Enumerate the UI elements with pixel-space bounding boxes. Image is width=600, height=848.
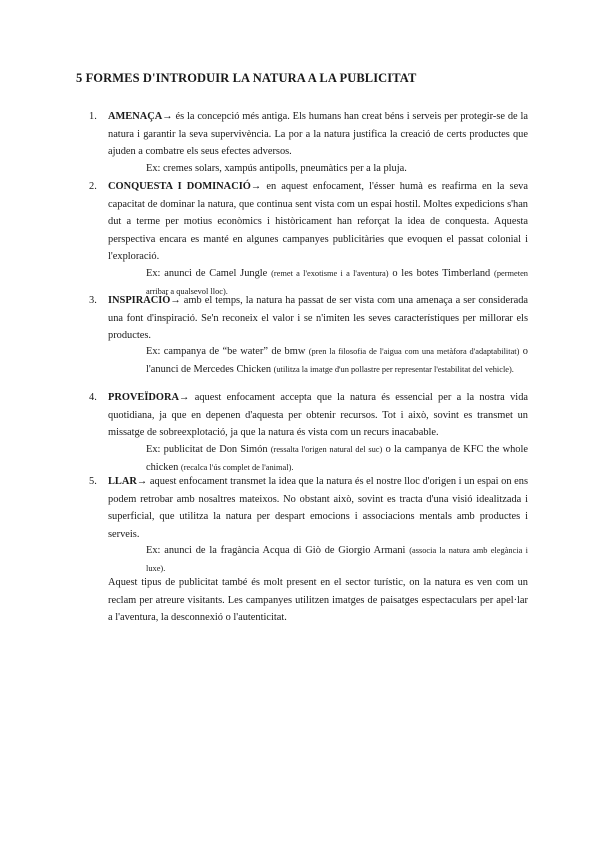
list-item-proveidora (89, 389, 528, 442)
arrow-glyph: → (250, 181, 262, 192)
example-text: Ex: campanya de “be water” de bmw (146, 346, 309, 357)
example-note: (recalca l'ús complet de l'animal). (180, 462, 294, 472)
example-note: (associa la natura amb elegància i luxe). (146, 546, 528, 573)
item-term: AMENAÇA (108, 111, 163, 122)
list-number: 4. (89, 392, 97, 403)
arrow-glyph: → (170, 295, 181, 306)
arrow-glyph: → (179, 392, 190, 403)
item-example (146, 542, 528, 577)
example-text: Ex: publicitat de Don Simón (146, 444, 271, 455)
list-number: 3. (89, 295, 97, 306)
item-term: LLAR (108, 476, 137, 487)
example-note: (utilitza la imatge d'un pollastre per representar l'estabilitat del vehicle). (273, 364, 514, 374)
item-example (146, 343, 528, 378)
arrow-glyph: → (162, 111, 173, 122)
example-note: (ressalta l'origen natural del suc) (270, 445, 383, 454)
list-number: 1. (89, 111, 97, 122)
example-text: o la campanya de KFC the whole chicken (146, 444, 528, 473)
item-text: en aquest enfocament, l'ésser humà es reafirma en la seva capacitat de dominar la natura, que continua sent vista com un espai hostil. Moltes expedicions s'han dut a terme per motius econòmics i històricament han reforçat la idea de conquesta. Aquesta perspectiva encara es manté en algunes campanyes publicitàries que evoquen el passat colonial i l'exploració. (108, 181, 528, 263)
list-item-conquesta (89, 178, 528, 266)
example-text: o l'anunci de Mercedes Chicken (146, 346, 528, 375)
example-text: Ex: cremes solars, xampús antipolls, pneumàtics per a la pluja. (146, 163, 407, 174)
item-text: amb el temps, la natura ha passat de ser vista com una amenaça a ser considerada una font d'inspiració. Se'n reconeix el valor i se n'imiten les seves característiques per millorar els productes. (108, 295, 528, 342)
item-example (146, 441, 528, 476)
closing-paragraph: Aquest tipus de publicitat també és molt present en el sector turístic, on la natura es ven com un reclam per atreure visitants. Les campanyes utilitzen imatges de paisatges espectaculars per apel·lar a l'aventura, la desconnexió o l'autenticitat. (108, 577, 528, 624)
list-item-inspiracio (89, 292, 528, 345)
example-note: (permeten arribar a qualsevol lloc). (146, 269, 528, 296)
list-item-llar (89, 473, 528, 543)
list-number: 5. (89, 476, 97, 487)
item-term: PROVEÏDORA (108, 392, 180, 403)
list-item-amenaca (89, 108, 528, 161)
list-number: 2. (89, 181, 97, 192)
item-text: és la concepció més antiga. Els humans han creat béns i serveis per protegir-se de la natura i garantir la seva supervivència. La por a la natura justifica la creació de certs productes que ajuden a combatre els seus efectes adversos. (108, 111, 528, 158)
item-term: INSPIRACIÓ (108, 295, 171, 306)
page-title: 5 FORMES D'INTRODUIR LA NATURA A LA PUBLICITAT (76, 71, 417, 85)
item-text: aquest enfocament accepta que la natura és essencial per a la nostra vida quotidiana, ja que en depenen d'aquesta per obtenir recursos. Tot i això, sovint es transmet un missatge de sobreexplotació, ja que la natura és vista com un recurs inacabable. (108, 392, 528, 439)
item-example (146, 160, 528, 178)
example-note: (pren la filosofia de l'aigua com una metàfora d'adaptabilitat) (308, 347, 520, 356)
item-term: CONQUESTA I DOMINACIÓ (108, 181, 251, 192)
example-text: o les botes Timberland (388, 268, 495, 279)
example-note: (remet a l'exotisme i a l'aventura) (271, 269, 389, 278)
example-text: Ex: anunci de Camel Jungle (146, 268, 272, 279)
example-text: Ex: anunci de la fragància Acqua di Giò de Giorgio Armani (146, 545, 410, 556)
arrow-glyph: → (136, 476, 148, 487)
item-text: aquest enfocament transmet la idea que la natura és el nostre lloc d'origen i un espai on ens podem retrobar amb nosaltres mateixos. No obstant això, sovint es tracta d'una visió idealitzada i superficial, que utilitza la natura per despart emocions i associacions mentals amb productes i serveis. (108, 476, 528, 540)
